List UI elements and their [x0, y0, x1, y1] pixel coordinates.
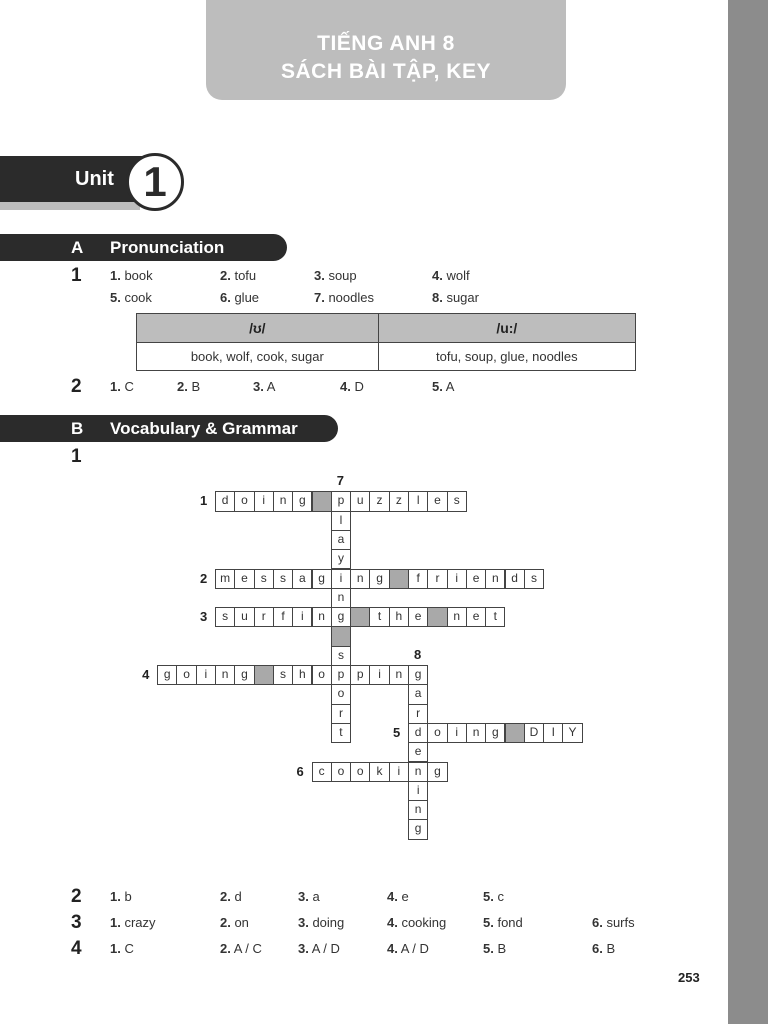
unit-number: 1 [143, 158, 167, 205]
crossword-cell: e [234, 569, 254, 589]
crossword-cell: s [215, 607, 235, 627]
answer-item: 5. A [432, 379, 455, 394]
crossword-cell: t [369, 607, 389, 627]
crossword-cell: o [312, 665, 332, 685]
crossword-blank-cell [389, 569, 409, 589]
crossword-cell: r [427, 569, 447, 589]
answer-item: 6. surfs [592, 915, 635, 930]
answer-item: 6. glue [220, 290, 260, 305]
crossword-blank-cell [350, 607, 370, 627]
crossword-cell: a [331, 530, 351, 550]
crossword-cell: o [350, 762, 370, 782]
crossword-cell: I [543, 723, 563, 743]
answer-item: 5. fond [483, 915, 523, 930]
section-title: Pronunciation [110, 238, 225, 257]
crossword-blank-cell [331, 626, 351, 646]
answer-item: 7. noodles [314, 290, 374, 305]
crossword-cell: n [447, 607, 467, 627]
crossword-clue-number: 6 [296, 763, 304, 779]
crossword-cell: s [273, 665, 293, 685]
crossword-cell: n [273, 491, 293, 511]
crossword-cell: r [254, 607, 274, 627]
question-number: 2 [71, 376, 82, 397]
crossword-cell: g [292, 491, 312, 511]
answer-item: 2. B [177, 379, 201, 394]
table-cell: tofu, soup, glue, noodles [378, 343, 635, 371]
crossword-cell: Y [562, 723, 582, 743]
crossword-cell: p [331, 491, 351, 511]
crossword-cell: g [369, 569, 389, 589]
header-title-line2: SÁCH BÀI TẬP, KEY [281, 60, 491, 83]
crossword-cell: z [369, 491, 389, 511]
crossword-cell: i [369, 665, 389, 685]
crossword-cell: n [350, 569, 370, 589]
answer-item: 2. A / C [220, 941, 262, 956]
table-header: /u:/ [378, 314, 635, 343]
crossword-cell: s [254, 569, 274, 589]
question-number: 2 [71, 886, 82, 907]
crossword-cell: e [408, 742, 428, 762]
answer-item: 5. B [483, 941, 507, 956]
crossword-cell: n [408, 800, 428, 820]
crossword-cell: h [292, 665, 312, 685]
answer-item: 3. soup [314, 268, 357, 283]
crossword-clue-number: 8 [414, 646, 422, 662]
crossword-cell: t [485, 607, 505, 627]
crossword-cell: i [447, 569, 467, 589]
answer-item: 4. D [340, 379, 364, 394]
crossword-cell: e [466, 607, 486, 627]
section-a-bar [0, 234, 287, 261]
crossword-cell: e [408, 607, 428, 627]
crossword-blank-cell [254, 665, 274, 685]
crossword-cell: s [331, 646, 351, 666]
crossword-cell: e [427, 491, 447, 511]
crossword-cell: y [331, 549, 351, 569]
crossword-blank-cell [312, 491, 332, 511]
crossword-cell: i [331, 569, 351, 589]
header-title-line1: TIẾNG ANH 8 [317, 32, 455, 55]
answer-item: 2. d [220, 889, 242, 904]
crossword-clue-number: 5 [393, 724, 401, 740]
answer-item: 1. C [110, 941, 134, 956]
crossword-cell: i [389, 762, 409, 782]
crossword-cell: m [215, 569, 235, 589]
crossword-cell: g [312, 569, 332, 589]
answer-item: 1. book [110, 268, 153, 283]
crossword-cell: u [350, 491, 370, 511]
crossword-cell: a [292, 569, 312, 589]
crossword-cell: g [331, 607, 351, 627]
crossword-cell: h [389, 607, 409, 627]
crossword-cell: f [273, 607, 293, 627]
crossword-cell: o [331, 684, 351, 704]
crossword-cell: a [408, 684, 428, 704]
crossword-cell: n [408, 762, 428, 782]
crossword-cell: s [447, 491, 467, 511]
crossword-cell: t [331, 723, 351, 743]
crossword-cell: D [524, 723, 544, 743]
crossword-cell: i [447, 723, 467, 743]
page-number: 253 [678, 970, 700, 985]
answer-item: 8. sugar [432, 290, 479, 305]
crossword-cell: u [234, 607, 254, 627]
table-cell: book, wolf, cook, sugar [137, 343, 379, 371]
answer-item: 4. e [387, 889, 409, 904]
section-letter: A [71, 238, 84, 257]
crossword-cell: i [408, 781, 428, 801]
question-number: 4 [71, 938, 82, 959]
crossword-cell: g [157, 665, 177, 685]
crossword-cell: i [292, 607, 312, 627]
crossword-cell: s [524, 569, 544, 589]
section-title: Vocabulary & Grammar [110, 419, 298, 438]
unit-band [0, 156, 145, 202]
crossword-cell: g [485, 723, 505, 743]
side-strip [728, 0, 768, 1024]
crossword-cell: k [369, 762, 389, 782]
crossword-cell: r [331, 704, 351, 724]
answer-item: 2. tofu [220, 268, 257, 283]
crossword-cell: d [215, 491, 235, 511]
answer-item: 1. b [110, 889, 132, 904]
crossword-cell: l [408, 491, 428, 511]
answer-item: 4. A / D [387, 941, 429, 956]
crossword-clue-number: 3 [200, 609, 208, 625]
crossword-clue-number: 1 [200, 493, 208, 509]
crossword-cell: o [234, 491, 254, 511]
crossword-cell: n [331, 588, 351, 608]
crossword-cell: n [466, 723, 486, 743]
phonetic-table [136, 313, 636, 371]
crossword-cell: n [215, 665, 235, 685]
crossword-cell: n [389, 665, 409, 685]
crossword-clue-number: 2 [200, 570, 208, 586]
page-header [206, 0, 566, 100]
crossword-cell: p [331, 665, 351, 685]
crossword-blank-cell [505, 723, 525, 743]
section-letter: B [71, 419, 84, 438]
crossword-cell: f [408, 569, 428, 589]
question-number: 1 [71, 446, 82, 467]
answer-item: 5. cook [110, 290, 152, 305]
crossword-cell: i [196, 665, 216, 685]
crossword-cell: n [312, 607, 332, 627]
crossword-cell: d [505, 569, 525, 589]
question-number: 1 [71, 265, 82, 286]
answer-item: 4. wolf [432, 268, 470, 283]
answer-item: 4. cooking [387, 915, 447, 930]
crossword-blank-cell [427, 607, 447, 627]
crossword-cell: l [331, 511, 351, 531]
answer-item: 3. A [253, 379, 276, 394]
crossword-cell: c [312, 762, 332, 782]
crossword-cell: o [176, 665, 196, 685]
crossword-cell: e [466, 569, 486, 589]
crossword-cell: g [408, 819, 428, 839]
crossword-cell: d [408, 723, 428, 743]
unit-label: Unit [75, 168, 114, 190]
section-b-bar [0, 415, 338, 442]
crossword-cell: z [389, 491, 409, 511]
answer-item: 1. crazy [110, 915, 156, 930]
crossword-cell: n [485, 569, 505, 589]
crossword-clue-number: 7 [336, 473, 345, 488]
crossword-cell: r [408, 704, 428, 724]
crossword-clue-number: 4 [142, 667, 150, 682]
crossword-cell: g [427, 762, 447, 782]
question-number: 3 [71, 912, 82, 933]
crossword-cell: g [234, 665, 254, 685]
answer-item: 6. B [592, 941, 616, 956]
crossword-cell: g [408, 665, 428, 685]
unit-band-accent [0, 202, 140, 210]
crossword-cell: o [331, 762, 351, 782]
crossword-cell: s [273, 569, 293, 589]
answer-item: 1. C [110, 379, 134, 394]
answer-item: 3. doing [298, 915, 345, 930]
answer-item: 3. A / D [298, 941, 340, 956]
crossword-cell: o [427, 723, 447, 743]
answer-item: 5. c [483, 889, 504, 904]
answer-item: 2. on [220, 915, 249, 930]
crossword-cell: i [254, 491, 274, 511]
answer-item: 3. a [298, 889, 320, 904]
crossword-cell: p [350, 665, 370, 685]
table-header: /ʊ/ [137, 314, 379, 343]
